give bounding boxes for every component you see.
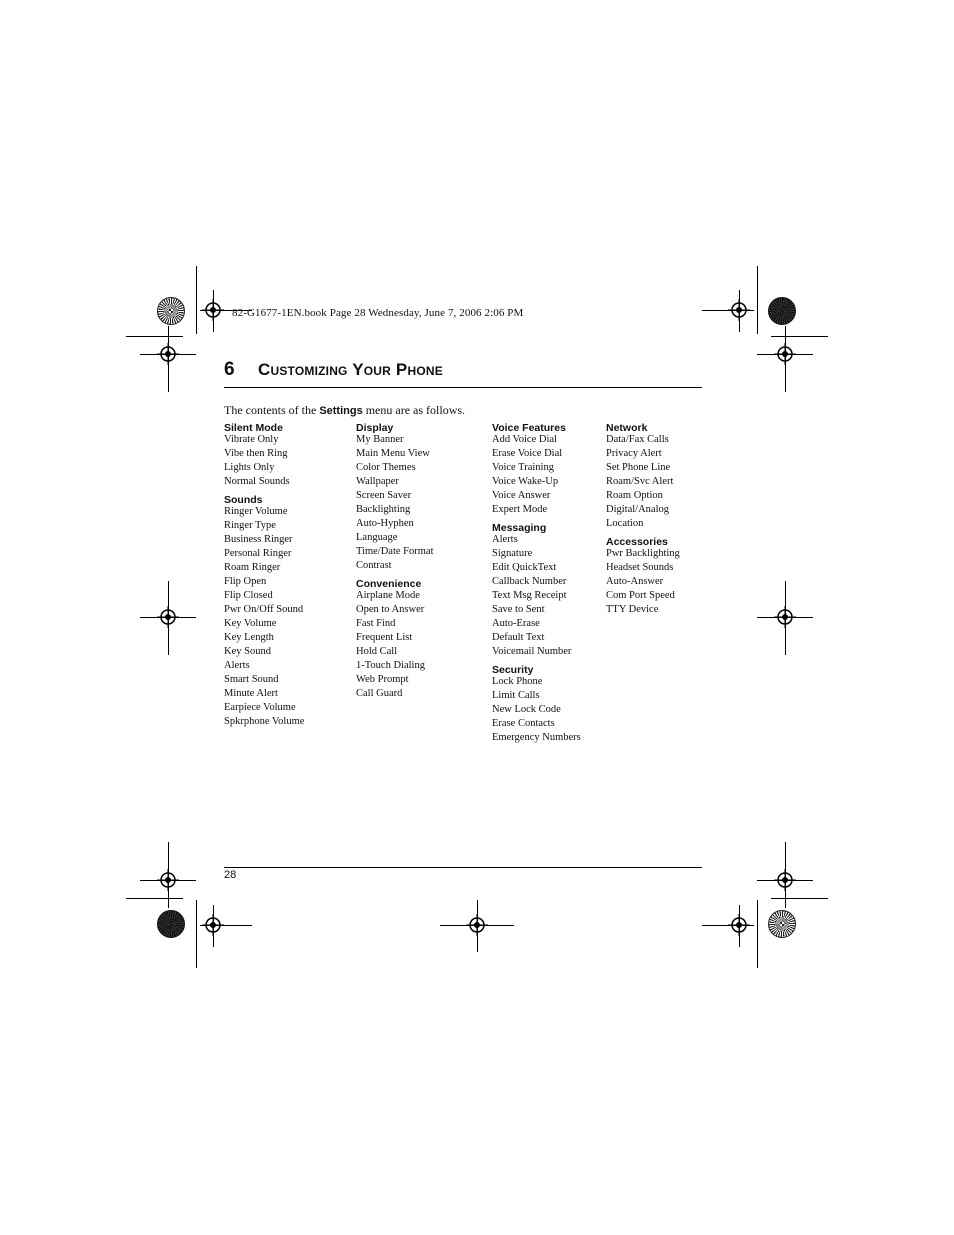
menu-item: Set Phone Line: [606, 462, 671, 473]
menu-section: [606, 535, 680, 617]
menu-section: [492, 663, 581, 745]
menu-item: Pwr On/Off Sound: [224, 604, 304, 615]
crop-line: [196, 266, 197, 334]
menu-item: Key Length: [224, 632, 274, 643]
intro-paragraph: [224, 403, 465, 418]
menu-section: [492, 521, 581, 659]
registration-target-icon: [157, 343, 179, 365]
starburst-target-icon: [768, 910, 796, 938]
section-heading: Security: [492, 664, 534, 676]
menu-section: [224, 421, 304, 489]
menu-item: Personal Ringer: [224, 548, 292, 559]
page-number: 28: [224, 869, 237, 881]
crop-line: [126, 898, 183, 899]
menu-item: Voice Answer: [492, 490, 551, 501]
menu-item: Web Prompt: [356, 674, 409, 685]
menu-section: [606, 421, 680, 531]
menu-item: Frequent List: [356, 632, 413, 643]
menu-item: Color Themes: [356, 462, 416, 473]
menu-item: Add Voice Dial: [492, 434, 557, 445]
menu-item: Minute Alert: [224, 688, 278, 699]
menu-item: Flip Open: [224, 576, 267, 587]
section-items: [492, 675, 581, 745]
menu-item: Lock Phone: [492, 676, 543, 687]
menu-item: Data/Fax Calls: [606, 434, 669, 445]
menu-item: Backlighting: [356, 504, 411, 515]
menu-item: Lights Only: [224, 462, 275, 473]
menu-item: Smart Sound: [224, 674, 279, 685]
starburst-target-icon: [157, 910, 185, 938]
menu-column: [606, 421, 680, 621]
registration-target-icon: [157, 606, 179, 628]
menu-item: Digital/Analog: [606, 504, 669, 515]
menu-item: Privacy Alert: [606, 448, 662, 459]
section-heading: Messaging: [492, 522, 547, 534]
crop-line: [757, 266, 758, 334]
menu-item: Contrast: [356, 560, 392, 571]
chapter-heading: [224, 359, 702, 388]
menu-item: Roam Ringer: [224, 562, 281, 573]
menu-item: Roam Option: [606, 490, 663, 501]
menu-item: Auto-Erase: [492, 618, 540, 629]
starburst-target-icon: [157, 297, 185, 325]
starburst-target-icon: [768, 297, 796, 325]
menu-item: Emergency Numbers: [492, 732, 581, 743]
menu-item: Roam/Svc Alert: [606, 476, 674, 487]
registration-target-icon: [774, 343, 796, 365]
menu-item: Screen Saver: [356, 490, 412, 501]
section-items: [492, 533, 581, 659]
registration-target-icon: [728, 914, 750, 936]
menu-item: Wallpaper: [356, 476, 399, 487]
menu-item: Auto-Hyphen: [356, 518, 414, 529]
menu-item: Expert Mode: [492, 504, 548, 515]
menu-item: Business Ringer: [224, 534, 293, 545]
menu-item: Default Text: [492, 632, 545, 643]
section-heading: Voice Features: [492, 422, 566, 434]
section-items: [224, 505, 304, 729]
section-heading: Sounds: [224, 494, 263, 506]
print-slug-line: 82-G1677-1EN.book Page 28 Wednesday, June 7, 2006 2:06 PM: [232, 307, 524, 319]
section-heading: Convenience: [356, 578, 422, 590]
section-items: [356, 589, 433, 701]
intro-text: menu are as follows.: [362, 403, 466, 417]
menu-item: Erase Voice Dial: [492, 448, 563, 459]
menu-item: Limit Calls: [492, 690, 540, 701]
menu-item: Voice Wake-Up: [492, 476, 559, 487]
menu-item: Fast Find: [356, 618, 396, 629]
menu-item: Alerts: [492, 534, 518, 545]
crop-line: [126, 336, 183, 337]
menu-item: New Lock Code: [492, 704, 561, 715]
menu-item: Call Guard: [356, 688, 403, 699]
menu-item: Main Menu View: [356, 448, 430, 459]
menu-item: 1-Touch Dialing: [356, 660, 425, 671]
menu-item: Headset Sounds: [606, 562, 674, 573]
registration-target-icon: [774, 869, 796, 891]
menu-item: Voice Training: [492, 462, 554, 473]
menu-item: Voicemail Number: [492, 646, 572, 657]
section-items: [224, 433, 304, 489]
menu-item: Auto-Answer: [606, 576, 664, 587]
menu-item: Earpiece Volume: [224, 702, 296, 713]
menu-column: [492, 421, 581, 749]
menu-column: [356, 421, 433, 705]
section-items: [492, 433, 581, 517]
menu-column: [224, 421, 304, 733]
registration-target-icon: [466, 914, 488, 936]
registration-target-icon: [202, 914, 224, 936]
registration-target-icon: [157, 869, 179, 891]
crop-line: [757, 900, 758, 968]
section-items: [606, 547, 680, 617]
menu-section: [356, 577, 433, 701]
section-heading: Network: [606, 422, 648, 434]
crop-line: [771, 336, 828, 337]
menu-item: Callback Number: [492, 576, 567, 587]
registration-target-icon: [202, 299, 224, 321]
menu-item: Open to Answer: [356, 604, 425, 615]
section-heading: Accessories: [606, 536, 668, 548]
menu-item: Vibrate Only: [224, 434, 279, 445]
chapter-number: 6: [224, 359, 235, 380]
registration-target-icon: [728, 299, 750, 321]
menu-item: Pwr Backlighting: [606, 548, 680, 559]
intro-text: The contents of the: [224, 403, 320, 417]
menu-item: Flip Closed: [224, 590, 273, 601]
menu-item: My Banner: [356, 434, 404, 445]
crop-line: [196, 900, 197, 968]
menu-item: Normal Sounds: [224, 476, 290, 487]
section-items: [606, 433, 680, 531]
crop-line: [771, 898, 828, 899]
menu-item: TTY Device: [606, 604, 659, 615]
menu-item: Ringer Type: [224, 520, 276, 531]
section-heading: Display: [356, 422, 394, 434]
menu-item: Vibe then Ring: [224, 448, 288, 459]
menu-section: [492, 421, 581, 517]
menu-section: [224, 493, 304, 729]
menu-item: Text Msg Receipt: [492, 590, 567, 601]
menu-item: Language: [356, 532, 398, 543]
section-heading: Silent Mode: [224, 422, 283, 434]
menu-item: Location: [606, 518, 644, 529]
menu-item: Ringer Volume: [224, 506, 288, 517]
menu-item: Signature: [492, 548, 533, 559]
menu-section: [356, 421, 433, 573]
menu-item: Edit QuickText: [492, 562, 557, 573]
section-items: [356, 433, 433, 573]
menu-item: Save to Sent: [492, 604, 545, 615]
menu-item: Time/Date Format: [356, 546, 434, 557]
menu-item: Erase Contacts: [492, 718, 555, 729]
footer-rule: [224, 867, 702, 868]
settings-keyword: Settings: [319, 405, 363, 417]
menu-item: Alerts: [224, 660, 250, 671]
menu-item: Com Port Speed: [606, 590, 675, 601]
menu-item: Airplane Mode: [356, 590, 420, 601]
menu-item: Key Volume: [224, 618, 277, 629]
registration-target-icon: [774, 606, 796, 628]
chapter-title: Customizing Your Phone: [258, 360, 443, 379]
menu-item: Hold Call: [356, 646, 398, 657]
menu-item: Spkrphone Volume: [224, 716, 305, 727]
menu-item: Key Sound: [224, 646, 271, 657]
